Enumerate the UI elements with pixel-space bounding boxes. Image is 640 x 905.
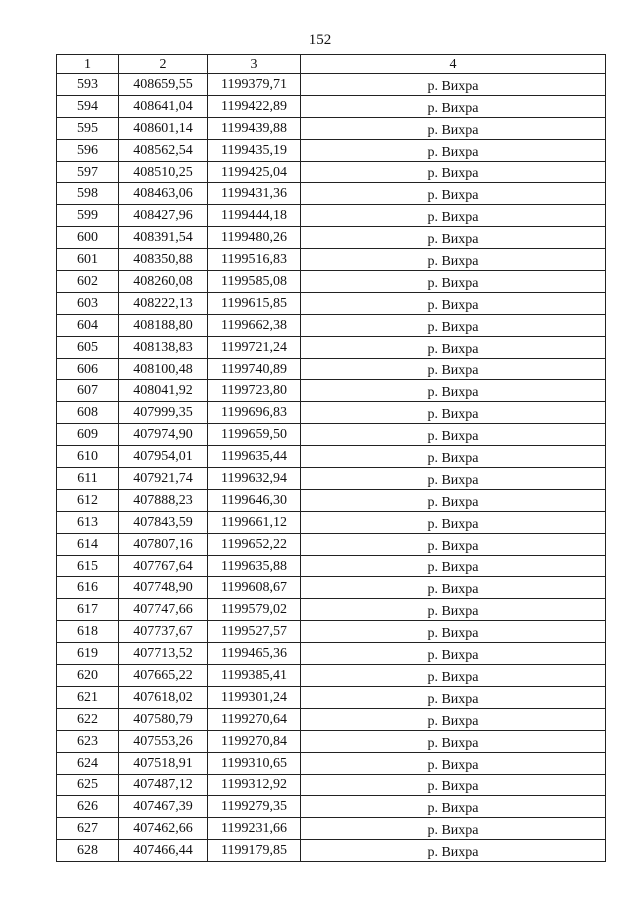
table-row xyxy=(57,468,606,490)
description-cell: р. Вихра xyxy=(301,730,606,752)
description-cell: р. Вихра xyxy=(301,336,606,358)
table-row xyxy=(57,730,606,752)
table-row xyxy=(57,489,606,511)
y-coordinate-cell: 1199696,83 xyxy=(208,402,301,424)
description-cell: р. Вихра xyxy=(301,752,606,774)
y-coordinate-cell: 1199312,92 xyxy=(208,774,301,796)
point-number-cell: 614 xyxy=(57,533,119,555)
point-number-cell: 606 xyxy=(57,358,119,380)
point-number-cell: 628 xyxy=(57,840,119,862)
description-cell: р. Вихра xyxy=(301,380,606,402)
table-row xyxy=(57,599,606,621)
y-coordinate-cell: 1199632,94 xyxy=(208,468,301,490)
x-coordinate-cell: 408222,13 xyxy=(119,292,208,314)
description-cell: р. Вихра xyxy=(301,599,606,621)
x-coordinate-cell: 407888,23 xyxy=(119,489,208,511)
y-coordinate-cell: 1199179,85 xyxy=(208,840,301,862)
y-coordinate-cell: 1199579,02 xyxy=(208,599,301,621)
y-coordinate-cell: 1199635,44 xyxy=(208,446,301,468)
point-number-cell: 604 xyxy=(57,314,119,336)
table-row xyxy=(57,183,606,205)
column-header-1: 1 xyxy=(57,55,119,74)
y-coordinate-cell: 1199439,88 xyxy=(208,117,301,139)
y-coordinate-cell: 1199585,08 xyxy=(208,271,301,293)
point-number-cell: 612 xyxy=(57,489,119,511)
description-cell: р. Вихра xyxy=(301,205,606,227)
x-coordinate-cell: 408391,54 xyxy=(119,227,208,249)
description-cell: р. Вихра xyxy=(301,402,606,424)
y-coordinate-cell: 1199444,18 xyxy=(208,205,301,227)
x-coordinate-cell: 407767,64 xyxy=(119,555,208,577)
table-row xyxy=(57,227,606,249)
x-coordinate-cell: 407466,44 xyxy=(119,840,208,862)
description-cell: р. Вихра xyxy=(301,818,606,840)
y-coordinate-cell: 1199385,41 xyxy=(208,665,301,687)
x-coordinate-cell: 407737,67 xyxy=(119,621,208,643)
table-row xyxy=(57,840,606,862)
point-number-cell: 599 xyxy=(57,205,119,227)
y-coordinate-cell: 1199270,64 xyxy=(208,708,301,730)
point-number-cell: 622 xyxy=(57,708,119,730)
description-cell: р. Вихра xyxy=(301,95,606,117)
x-coordinate-cell: 408562,54 xyxy=(119,139,208,161)
y-coordinate-cell: 1199740,89 xyxy=(208,358,301,380)
y-coordinate-cell: 1199652,22 xyxy=(208,533,301,555)
y-coordinate-cell: 1199425,04 xyxy=(208,161,301,183)
column-header-4: 4 xyxy=(301,55,606,74)
point-number-cell: 627 xyxy=(57,818,119,840)
y-coordinate-cell: 1199661,12 xyxy=(208,511,301,533)
x-coordinate-cell: 407747,66 xyxy=(119,599,208,621)
y-coordinate-cell: 1199659,50 xyxy=(208,424,301,446)
description-cell: р. Вихра xyxy=(301,271,606,293)
description-cell: р. Вихра xyxy=(301,665,606,687)
x-coordinate-cell: 407974,90 xyxy=(119,424,208,446)
point-number-cell: 601 xyxy=(57,249,119,271)
y-coordinate-cell: 1199662,38 xyxy=(208,314,301,336)
point-number-cell: 603 xyxy=(57,292,119,314)
description-cell: р. Вихра xyxy=(301,643,606,665)
point-number-cell: 609 xyxy=(57,424,119,446)
table-row xyxy=(57,271,606,293)
column-header-3: 3 xyxy=(208,55,301,74)
x-coordinate-cell: 408350,88 xyxy=(119,249,208,271)
y-coordinate-cell: 1199431,36 xyxy=(208,183,301,205)
table-row xyxy=(57,161,606,183)
y-coordinate-cell: 1199231,66 xyxy=(208,818,301,840)
point-number-cell: 624 xyxy=(57,752,119,774)
description-cell: р. Вихра xyxy=(301,533,606,555)
x-coordinate-cell: 408510,25 xyxy=(119,161,208,183)
description-cell: р. Вихра xyxy=(301,577,606,599)
table-row xyxy=(57,446,606,468)
point-number-cell: 605 xyxy=(57,336,119,358)
page-number: 152 xyxy=(308,32,332,48)
x-coordinate-cell: 407462,66 xyxy=(119,818,208,840)
table-row xyxy=(57,424,606,446)
x-coordinate-cell: 407713,52 xyxy=(119,643,208,665)
table-row xyxy=(57,402,606,424)
point-number-cell: 617 xyxy=(57,599,119,621)
description-cell: р. Вихра xyxy=(301,249,606,271)
description-cell: р. Вихра xyxy=(301,358,606,380)
x-coordinate-cell: 408041,92 xyxy=(119,380,208,402)
table-row xyxy=(57,621,606,643)
point-number-cell: 610 xyxy=(57,446,119,468)
x-coordinate-cell: 407748,90 xyxy=(119,577,208,599)
table-row xyxy=(57,686,606,708)
point-number-cell: 613 xyxy=(57,511,119,533)
description-cell: р. Вихра xyxy=(301,74,606,96)
x-coordinate-cell: 407665,22 xyxy=(119,665,208,687)
description-cell: р. Вихра xyxy=(301,161,606,183)
point-number-cell: 618 xyxy=(57,621,119,643)
description-cell: р. Вихра xyxy=(301,686,606,708)
x-coordinate-cell: 407487,12 xyxy=(119,774,208,796)
table-row xyxy=(57,708,606,730)
table-row xyxy=(57,139,606,161)
description-cell: р. Вихра xyxy=(301,840,606,862)
point-number-cell: 602 xyxy=(57,271,119,293)
x-coordinate-cell: 407807,16 xyxy=(119,533,208,555)
point-number-cell: 600 xyxy=(57,227,119,249)
x-coordinate-cell: 408641,04 xyxy=(119,95,208,117)
table-row xyxy=(57,117,606,139)
point-number-cell: 623 xyxy=(57,730,119,752)
y-coordinate-cell: 1199310,65 xyxy=(208,752,301,774)
y-coordinate-cell: 1199270,84 xyxy=(208,730,301,752)
y-coordinate-cell: 1199723,80 xyxy=(208,380,301,402)
point-number-cell: 608 xyxy=(57,402,119,424)
x-coordinate-cell: 408100,48 xyxy=(119,358,208,380)
point-number-cell: 594 xyxy=(57,95,119,117)
description-cell: р. Вихра xyxy=(301,708,606,730)
y-coordinate-cell: 1199527,57 xyxy=(208,621,301,643)
point-number-cell: 619 xyxy=(57,643,119,665)
x-coordinate-cell: 408601,14 xyxy=(119,117,208,139)
x-coordinate-cell: 407843,59 xyxy=(119,511,208,533)
x-coordinate-cell: 408188,80 xyxy=(119,314,208,336)
y-coordinate-cell: 1199480,26 xyxy=(208,227,301,249)
x-coordinate-cell: 407618,02 xyxy=(119,686,208,708)
point-number-cell: 626 xyxy=(57,796,119,818)
point-number-cell: 597 xyxy=(57,161,119,183)
y-coordinate-cell: 1199721,24 xyxy=(208,336,301,358)
y-coordinate-cell: 1199435,19 xyxy=(208,139,301,161)
description-cell: р. Вихра xyxy=(301,314,606,336)
y-coordinate-cell: 1199615,85 xyxy=(208,292,301,314)
table-row xyxy=(57,314,606,336)
table-row xyxy=(57,555,606,577)
table-row xyxy=(57,336,606,358)
table-row xyxy=(57,774,606,796)
point-number-cell: 615 xyxy=(57,555,119,577)
x-coordinate-cell: 408659,55 xyxy=(119,74,208,96)
x-coordinate-cell: 407518,91 xyxy=(119,752,208,774)
table-row xyxy=(57,643,606,665)
point-number-cell: 593 xyxy=(57,74,119,96)
x-coordinate-cell: 407467,39 xyxy=(119,796,208,818)
column-header-2: 2 xyxy=(119,55,208,74)
coordinates-table xyxy=(56,54,606,862)
point-number-cell: 621 xyxy=(57,686,119,708)
description-cell: р. Вихра xyxy=(301,796,606,818)
table-row xyxy=(57,249,606,271)
y-coordinate-cell: 1199301,24 xyxy=(208,686,301,708)
table-body xyxy=(57,74,606,862)
table-row xyxy=(57,818,606,840)
table-row xyxy=(57,380,606,402)
table-header-row xyxy=(57,55,606,74)
y-coordinate-cell: 1199608,67 xyxy=(208,577,301,599)
description-cell: р. Вихра xyxy=(301,555,606,577)
description-cell: р. Вихра xyxy=(301,774,606,796)
description-cell: р. Вихра xyxy=(301,227,606,249)
description-cell: р. Вихра xyxy=(301,292,606,314)
table-row xyxy=(57,511,606,533)
x-coordinate-cell: 408138,83 xyxy=(119,336,208,358)
description-cell: р. Вихра xyxy=(301,183,606,205)
x-coordinate-cell: 408463,06 xyxy=(119,183,208,205)
point-number-cell: 595 xyxy=(57,117,119,139)
description-cell: р. Вихра xyxy=(301,446,606,468)
point-number-cell: 607 xyxy=(57,380,119,402)
point-number-cell: 625 xyxy=(57,774,119,796)
table-row xyxy=(57,205,606,227)
y-coordinate-cell: 1199279,35 xyxy=(208,796,301,818)
point-number-cell: 616 xyxy=(57,577,119,599)
y-coordinate-cell: 1199465,36 xyxy=(208,643,301,665)
table-row xyxy=(57,95,606,117)
x-coordinate-cell: 408427,96 xyxy=(119,205,208,227)
y-coordinate-cell: 1199635,88 xyxy=(208,555,301,577)
table-row xyxy=(57,577,606,599)
point-number-cell: 620 xyxy=(57,665,119,687)
table-row xyxy=(57,665,606,687)
description-cell: р. Вихра xyxy=(301,117,606,139)
x-coordinate-cell: 408260,08 xyxy=(119,271,208,293)
point-number-cell: 596 xyxy=(57,139,119,161)
y-coordinate-cell: 1199422,89 xyxy=(208,95,301,117)
y-coordinate-cell: 1199379,71 xyxy=(208,74,301,96)
x-coordinate-cell: 407954,01 xyxy=(119,446,208,468)
table-row xyxy=(57,358,606,380)
description-cell: р. Вихра xyxy=(301,139,606,161)
x-coordinate-cell: 407553,26 xyxy=(119,730,208,752)
x-coordinate-cell: 407999,35 xyxy=(119,402,208,424)
description-cell: р. Вихра xyxy=(301,489,606,511)
description-cell: р. Вихра xyxy=(301,511,606,533)
description-cell: р. Вихра xyxy=(301,621,606,643)
y-coordinate-cell: 1199646,30 xyxy=(208,489,301,511)
table-row xyxy=(57,752,606,774)
description-cell: р. Вихра xyxy=(301,424,606,446)
description-cell: р. Вихра xyxy=(301,468,606,490)
x-coordinate-cell: 407921,74 xyxy=(119,468,208,490)
y-coordinate-cell: 1199516,83 xyxy=(208,249,301,271)
x-coordinate-cell: 407580,79 xyxy=(119,708,208,730)
table-row xyxy=(57,796,606,818)
point-number-cell: 598 xyxy=(57,183,119,205)
table-row xyxy=(57,533,606,555)
table-row xyxy=(57,292,606,314)
table-row xyxy=(57,74,606,96)
point-number-cell: 611 xyxy=(57,468,119,490)
